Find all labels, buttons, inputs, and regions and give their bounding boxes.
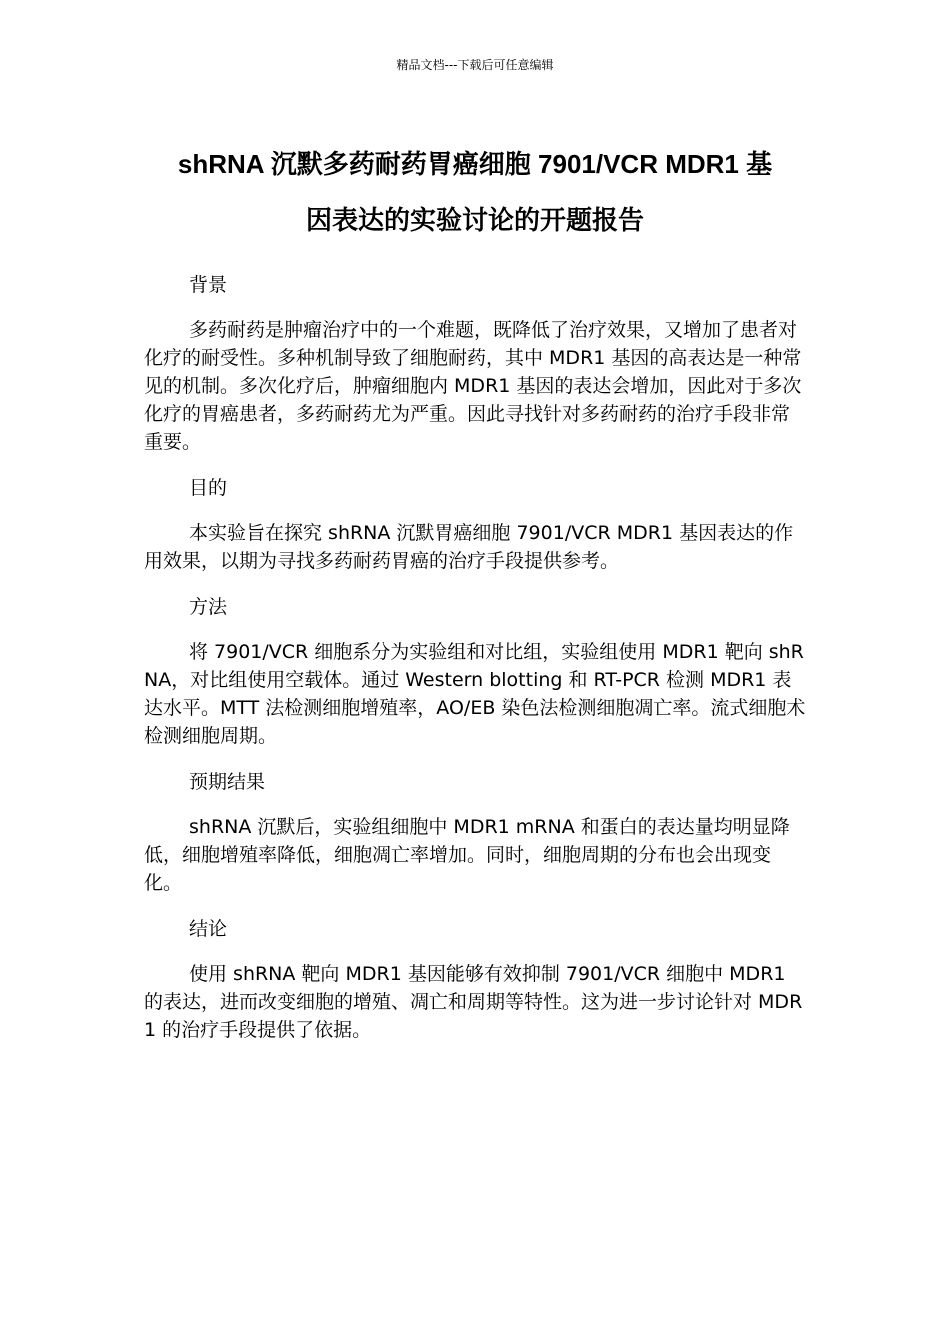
section-heading: 目的: [189, 477, 228, 499]
section-paragraph: 本实验旨在探究 shRNA 沉默胃癌细胞 7901/VCR MDR1 基因表达的作用效果，以期为寻找多药耐药胃癌的治疗手段提供参考。: [144, 522, 794, 572]
section-paragraph: shRNA 沉默后，实验组细胞中 MDR1 mRNA 和蛋白的表达量均明显降低，细胞增殖率降低，细胞凋亡率增加。同时，细胞周期的分布也会出现变化。: [144, 816, 790, 894]
document-body: [144, 271, 808, 1062]
document-title: [140, 136, 810, 248]
page-header-note: 精品文档---下载后可任意编辑: [396, 58, 554, 72]
section-heading: 结论: [189, 918, 228, 940]
section-objective: [144, 474, 808, 575]
document-title-line-1: shRNA 沉默多药耐药胃癌细胞 7901/VCR MDR1 基: [177, 149, 773, 179]
document-title-line-2: 因表达的实验讨论的开题报告: [305, 205, 644, 235]
section-methods: [144, 593, 808, 750]
section-heading: 方法: [189, 596, 228, 618]
section-background: [144, 271, 808, 456]
section-expected-results: [144, 768, 808, 897]
section-paragraph: 使用 shRNA 靶向 MDR1 基因能够有效抑制 7901/VCR 细胞中 MDR1 的表达，进而改变细胞的增殖、凋亡和周期等特性。这为进一步讨论针对 MDR1 的治疗手段提供了依据。: [144, 963, 803, 1041]
section-heading: 背景: [189, 274, 228, 296]
section-paragraph: 多药耐药是肿瘤治疗中的一个难题，既降低了治疗效果，又增加了患者对化疗的耐受性。多种机制导致了细胞耐药，其中 MDR1 基因的高表达是一种常见的机制。多次化疗后，肿瘤细胞内 MDR1 基因的表达会增加，因此对于多次化疗的胃癌患者，多药耐药尤为严重。因此寻找针对多药耐药的治疗手段非常重要。: [144, 319, 802, 453]
section-paragraph: 将 7901/VCR 细胞系分为实验组和对比组，实验组使用 MDR1 靶向 shRNA，对比组使用空载体。通过 Western blotting 和 RT-PCR 检测 MDR1 表达水平。MTT 法检测细胞增殖率，AO/EB 染色法检测细胞凋亡率。流式细胞术检测细胞周期。: [144, 641, 806, 747]
section-heading: 预期结果: [189, 771, 266, 793]
section-conclusion: [144, 915, 808, 1044]
